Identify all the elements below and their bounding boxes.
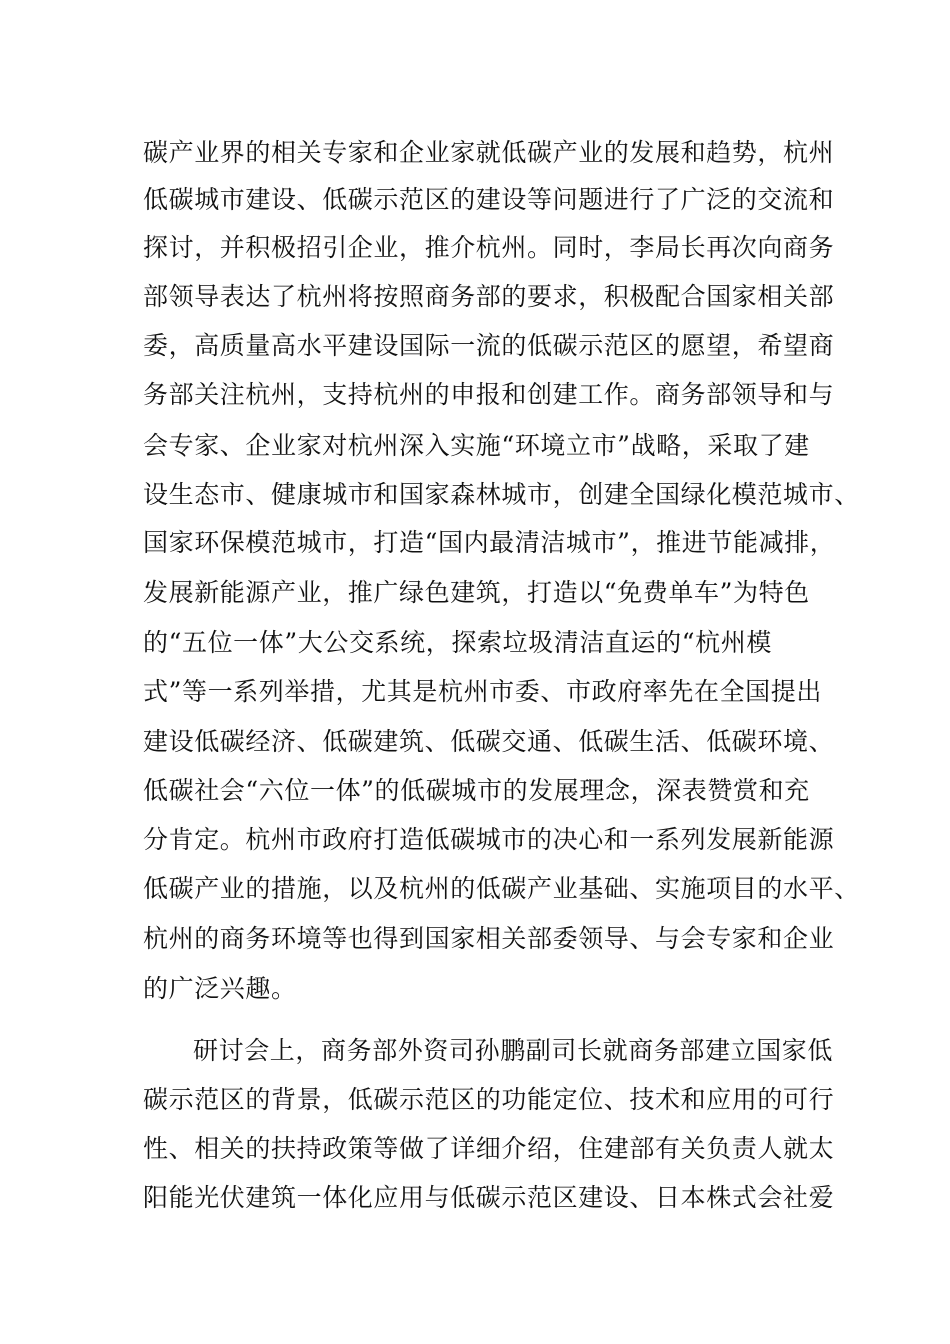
- text-line: 杭州的商务环境等也得到国家相关部委领导、与会专家和企业: [143, 924, 835, 953]
- text-line: 发展新能源产业，推广绿色建筑，打造以“免费单车”为特色: [143, 578, 810, 607]
- text-line: 国家环保模范城市，打造“国内最清洁城市”，推进节能减排，: [143, 528, 836, 557]
- text-line: 性、相关的扶持政策等做了详细介绍，住建部有关负责人就太: [143, 1134, 835, 1163]
- text-line: 低碳社会“六位一体”的低碳城市的发展理念，深表赞赏和充: [143, 776, 810, 805]
- text-line: 碳示范区的背景，低碳示范区的功能定位、技术和应用的可行: [143, 1085, 835, 1114]
- text-line: 式”等一系列举措，尤其是杭州市委、市政府率先在全国提出: [143, 677, 822, 706]
- text-line: 的“五位一体”大公交系统，探索垃圾清洁直运的“杭州模: [143, 628, 772, 657]
- text-line: 设生态市、健康城市和国家森林城市，创建全国绿化模范城市、: [143, 480, 860, 509]
- text-line: 探讨，并积极招引企业，推介杭州。同时，李局长再次向商务: [143, 233, 835, 262]
- text-line: 研讨会上，商务部外资司孙鹏副司长就商务部建立国家低: [193, 1036, 834, 1065]
- text-line: 建设低碳经济、低碳建筑、低碳交通、低碳生活、低碳环境、: [143, 727, 835, 756]
- text-line: 委，高质量高水平建设国际一流的低碳示范区的愿望，希望商: [143, 331, 835, 360]
- text-line: 会专家、企业家对杭州深入实施“环境立市”战略，采取了建: [143, 431, 810, 460]
- text-line: 务部关注杭州，支持杭州的申报和创建工作。商务部领导和与: [143, 380, 835, 409]
- text-line: 分肯定。杭州市政府打造低碳城市的决心和一系列发展新能源: [143, 825, 835, 854]
- text-line: 的广泛兴趣。: [143, 974, 297, 1003]
- text-line: 部领导表达了杭州将按照商务部的要求，积极配合国家相关部: [143, 282, 835, 311]
- text-line: 低碳城市建设、低碳示范区的建设等问题进行了广泛的交流和: [143, 185, 835, 214]
- text-line: 低碳产业的措施，以及杭州的低碳产业基础、实施项目的水平、: [143, 874, 860, 903]
- text-line: 阳能光伏建筑一体化应用与低碳示范区建设、日本株式会社爱: [143, 1183, 835, 1212]
- text-line: 碳产业界的相关专家和企业家就低碳产业的发展和趋势，杭州: [143, 138, 835, 167]
